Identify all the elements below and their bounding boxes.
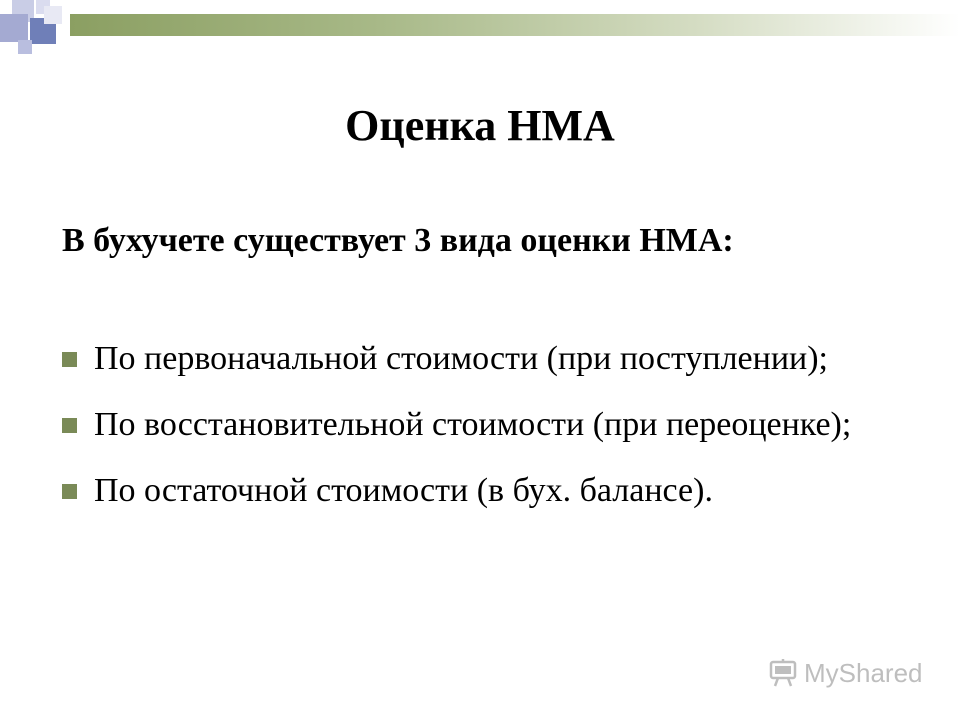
list-item-text: По восстановительной стоимости (при переоценке);	[94, 406, 852, 443]
presentation-board-icon	[768, 658, 798, 688]
list-item	[62, 402, 922, 448]
decor-square	[44, 6, 62, 24]
list-item-text: По остаточной стоимости (в бух. балансе).	[94, 472, 713, 509]
list-item-text: По первоначальной стоимости (при поступлении);	[94, 340, 829, 377]
square-bullet-icon	[62, 352, 77, 367]
decor-square	[18, 40, 32, 54]
square-bullet-icon	[62, 418, 77, 433]
top-gradient-bar	[70, 14, 960, 36]
myshared-logo	[768, 656, 923, 690]
square-bullet-icon	[62, 484, 77, 499]
list-item	[62, 336, 922, 382]
watermark-text: MyShared	[804, 657, 923, 688]
bullet-list	[62, 336, 922, 534]
slide-title: Оценка НМА	[345, 101, 615, 150]
intro-text: В бухучете существует 3 вида оценки НМА:	[62, 222, 734, 259]
decor-square	[0, 14, 28, 42]
list-item	[62, 468, 922, 514]
